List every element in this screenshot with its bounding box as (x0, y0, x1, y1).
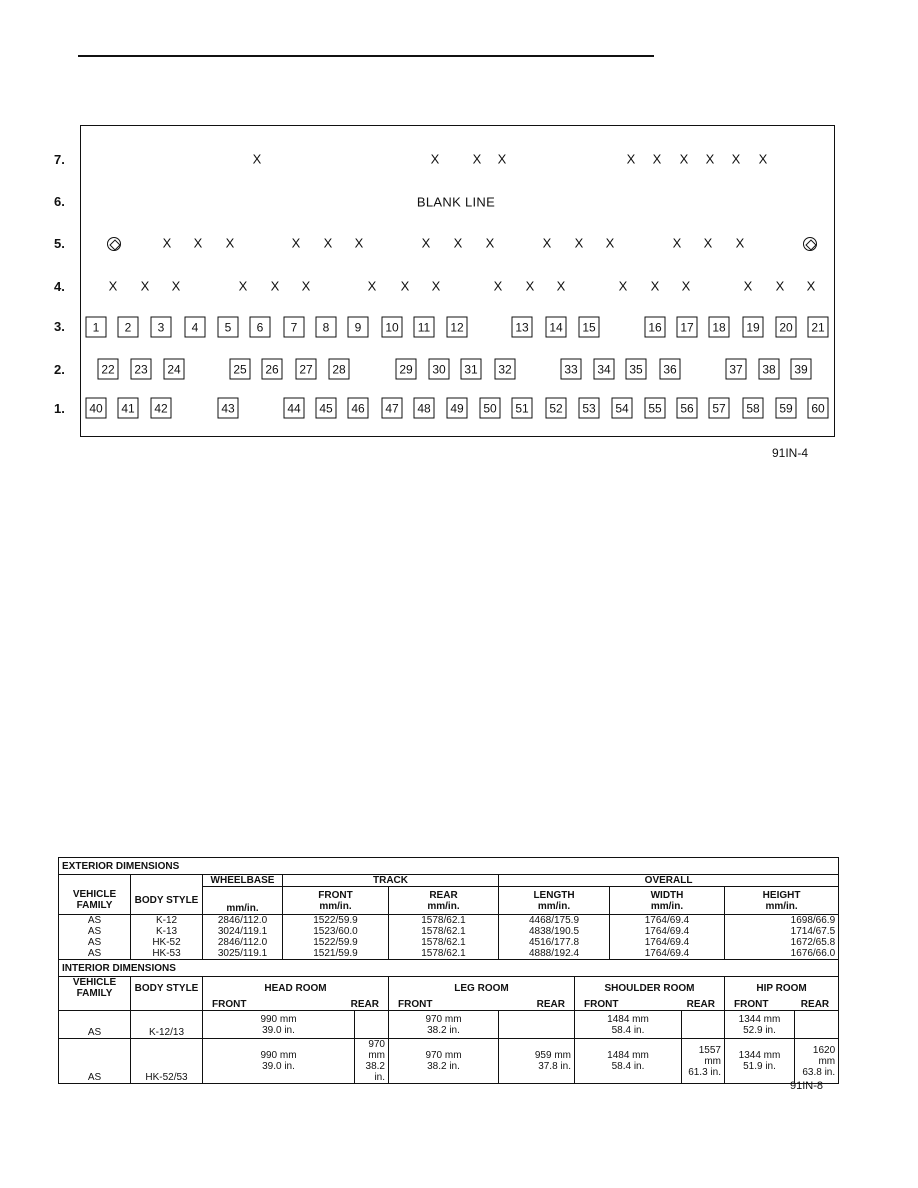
exterior-cell: 1523/60.0 (283, 926, 389, 937)
code-box-57: 57 (709, 398, 730, 419)
row5-mark: X (354, 235, 364, 251)
leg-rear-header: REAR (536, 999, 565, 1010)
table-row (59, 926, 839, 937)
exterior-cell: 2846/112.0 (203, 915, 283, 927)
row5-mark: X (291, 235, 301, 251)
track-rear-unit: mm/in. (427, 900, 460, 912)
code-box-11: 11 (414, 317, 435, 338)
exterior-cell: 1578/62.1 (389, 948, 499, 960)
table-row (59, 948, 839, 960)
interior-hip-rear-cell (795, 1011, 839, 1039)
interior-leg-front-cell: 970 mm 38.2 in. (389, 1011, 499, 1039)
code-box-59: 59 (776, 398, 797, 419)
interior-hip-rear-cell: 1620 mm 63.8 in. (795, 1039, 839, 1084)
row4-mark: X (108, 278, 118, 294)
row4-mark: X (806, 278, 816, 294)
code-box-50: 50 (480, 398, 501, 419)
code-box-39: 39 (791, 359, 812, 380)
exterior-cell: 4888/192.4 (499, 948, 610, 960)
code-box-26: 26 (262, 359, 283, 380)
code-box-36: 36 (660, 359, 681, 380)
track-rear-header: REAR (429, 889, 458, 901)
exterior-cell: 1698/66.9 (725, 915, 839, 927)
row5-mark: X (542, 235, 552, 251)
interior-shoulder-rear-cell (682, 1011, 725, 1039)
code-box-47: 47 (382, 398, 403, 419)
exterior-cell: 1578/62.1 (389, 926, 499, 937)
interior-hip-front-cell: 1344 mm 51.9 in. (725, 1039, 795, 1084)
head-rear-header: REAR (350, 999, 379, 1010)
length-header: LENGTH (533, 889, 575, 901)
row4-mark: X (367, 278, 377, 294)
code-box-37: 37 (726, 359, 747, 380)
head-front-header: FRONT (212, 999, 247, 1010)
exterior-cell: 1521/59.9 (283, 948, 389, 960)
row5-mark: X (703, 235, 713, 251)
row7-mark: X (679, 151, 689, 167)
row4-mark: X (431, 278, 441, 294)
row-label-3: 3. (54, 319, 65, 334)
track-front-header: FRONT (318, 889, 353, 901)
exterior-cell: 1714/67.5 (725, 926, 839, 937)
row4-mark: X (238, 278, 248, 294)
width-unit: mm/in. (650, 900, 684, 912)
exterior-cell: 1764/69.4 (610, 937, 725, 948)
exterior-cell: AS (59, 915, 131, 927)
shoulder-room-header: SHOULDER ROOM (604, 982, 695, 994)
interior-section-title: INTERIOR DIMENSIONS (59, 960, 839, 977)
row7-mark: X (497, 151, 507, 167)
body-style-header: BODY STYLE (131, 887, 203, 915)
row4-mark: X (681, 278, 691, 294)
row5-mark: X (162, 235, 172, 251)
mounting-hole-right-icon (803, 237, 817, 251)
row5-mark: X (225, 235, 235, 251)
track-front-unit: mm/in. (319, 900, 352, 912)
code-box-13: 13 (512, 317, 533, 338)
top-rule (78, 55, 654, 57)
row7-mark: X (652, 151, 662, 167)
row-label-7: 7. (54, 152, 65, 167)
wheelbase-unit: mm/in. (203, 887, 283, 915)
row5-mark: X (485, 235, 495, 251)
code-box-45: 45 (316, 398, 337, 419)
head-room-header: HEAD ROOM (264, 982, 327, 994)
interior-shoulder-rear-cell: 1557 mm 61.3 in. (682, 1039, 725, 1084)
exterior-cell: 2846/112.0 (203, 937, 283, 948)
exterior-cell: AS (59, 937, 131, 948)
code-box-2: 2 (118, 317, 139, 338)
shoulder-rear-header: REAR (686, 999, 715, 1010)
row5-mark: X (735, 235, 745, 251)
code-box-12: 12 (447, 317, 468, 338)
row7-mark: X (626, 151, 636, 167)
overall-header: OVERALL (499, 875, 839, 887)
row-label-6: 6. (54, 194, 65, 209)
exterior-cell: K-13 (131, 926, 203, 937)
code-box-23: 23 (131, 359, 152, 380)
vehicle-family-header: VEHICLE FAMILY (59, 887, 131, 915)
table-row (59, 915, 839, 927)
interior-head-front-cell: 990 mm 39.0 in. (203, 1039, 355, 1084)
interior-body-style-header: BODY STYLE (131, 977, 203, 1000)
hip-room-header: HIP ROOM (756, 982, 807, 994)
row7-mark: X (252, 151, 262, 167)
code-box-7: 7 (284, 317, 305, 338)
code-box-32: 32 (495, 359, 516, 380)
interior-hip-front-cell: 1344 mm 52.9 in. (725, 1011, 795, 1039)
code-box-16: 16 (645, 317, 666, 338)
row7-mark: X (472, 151, 482, 167)
exterior-cell: 1676/66.0 (725, 948, 839, 960)
interior-family-cell: AS (59, 1011, 131, 1039)
code-box-48: 48 (414, 398, 435, 419)
code-box-54: 54 (612, 398, 633, 419)
exterior-cell: 1522/59.9 (283, 937, 389, 948)
code-box-56: 56 (677, 398, 698, 419)
height-header: HEIGHT (762, 889, 801, 901)
code-box-55: 55 (645, 398, 666, 419)
exterior-cell: 1578/62.1 (389, 915, 499, 927)
row4-mark: X (775, 278, 785, 294)
row7-mark: X (705, 151, 715, 167)
row4-mark: X (618, 278, 628, 294)
code-box-42: 42 (151, 398, 172, 419)
exterior-cell: HK-52 (131, 937, 203, 948)
blank-line-label: BLANK LINE (416, 194, 496, 210)
interior-head-rear-cell: 970 mm 38.2 in. (355, 1039, 389, 1084)
exterior-cell: 1764/69.4 (610, 915, 725, 927)
code-box-30: 30 (429, 359, 450, 380)
code-box-38: 38 (759, 359, 780, 380)
code-box-9: 9 (348, 317, 369, 338)
row4-mark: X (743, 278, 753, 294)
row4-mark: X (493, 278, 503, 294)
table-row (59, 1039, 839, 1084)
exterior-cell: 1522/59.9 (283, 915, 389, 927)
code-box-15: 15 (579, 317, 600, 338)
exterior-cell: 3024/119.1 (203, 926, 283, 937)
code-box-43: 43 (218, 398, 239, 419)
code-box-35: 35 (626, 359, 647, 380)
exterior-cell: 1764/69.4 (610, 926, 725, 937)
code-box-14: 14 (546, 317, 567, 338)
row-label-4: 4. (54, 279, 65, 294)
row5-mark: X (323, 235, 333, 251)
code-box-44: 44 (284, 398, 305, 419)
row4-mark: X (556, 278, 566, 294)
leg-room-header: LEG ROOM (454, 982, 509, 994)
exterior-cell: 4468/175.9 (499, 915, 610, 927)
width-header: WIDTH (650, 889, 684, 901)
table-row (59, 1011, 839, 1039)
interior-leg-front-cell: 970 mm 38.2 in. (389, 1039, 499, 1084)
exterior-cell: 1764/69.4 (610, 948, 725, 960)
length-unit: mm/in. (537, 900, 571, 912)
exterior-section-title: EXTERIOR DIMENSIONS (59, 858, 839, 875)
exterior-cell: K-12 (131, 915, 203, 927)
row4-mark: X (270, 278, 280, 294)
interior-family-cell: AS (59, 1039, 131, 1084)
row5-mark: X (605, 235, 615, 251)
code-box-1: 1 (86, 317, 107, 338)
code-box-51: 51 (512, 398, 533, 419)
code-box-58: 58 (743, 398, 764, 419)
interior-style-cell: K-12/13 (131, 1011, 203, 1039)
dimensions-table (58, 857, 839, 1084)
mounting-hole-left-icon (107, 237, 121, 251)
interior-leg-rear-cell (499, 1011, 575, 1039)
interior-style-cell: HK-52/53 (131, 1039, 203, 1084)
exterior-cell: AS (59, 948, 131, 960)
hip-front-header: FRONT (734, 999, 769, 1010)
code-box-24: 24 (164, 359, 185, 380)
row5-mark: X (672, 235, 682, 251)
exterior-cell: 4516/177.8 (499, 937, 610, 948)
exterior-cell: 1578/62.1 (389, 937, 499, 948)
leg-front-header: FRONT (398, 999, 433, 1010)
code-box-17: 17 (677, 317, 698, 338)
height-unit: mm/in. (765, 900, 798, 912)
row7-mark: X (430, 151, 440, 167)
code-box-10: 10 (382, 317, 403, 338)
row-label-1: 1. (54, 401, 65, 416)
code-box-60: 60 (808, 398, 829, 419)
code-box-22: 22 (98, 359, 119, 380)
code-box-28: 28 (329, 359, 350, 380)
code-box-31: 31 (461, 359, 482, 380)
shoulder-front-header: FRONT (584, 999, 619, 1010)
hip-rear-header: REAR (800, 999, 830, 1010)
code-location-figure (80, 125, 835, 437)
row-label-2: 2. (54, 362, 65, 377)
row4-mark: X (400, 278, 410, 294)
row4-mark: X (140, 278, 150, 294)
exterior-cell: 3025/119.1 (203, 948, 283, 960)
code-box-52: 52 (546, 398, 567, 419)
code-box-53: 53 (579, 398, 600, 419)
code-box-49: 49 (447, 398, 468, 419)
exterior-rows (59, 915, 839, 960)
code-box-21: 21 (808, 317, 829, 338)
code-box-34: 34 (594, 359, 615, 380)
code-box-8: 8 (316, 317, 337, 338)
code-box-19: 19 (743, 317, 764, 338)
row5-mark: X (193, 235, 203, 251)
interior-leg-rear-cell: 959 mm 37.8 in. (499, 1039, 575, 1084)
track-header: TRACK (283, 875, 499, 887)
interior-vehicle-family-header: VEHICLE FAMILY (59, 977, 131, 1000)
code-box-27: 27 (296, 359, 317, 380)
row5-mark: X (574, 235, 584, 251)
code-box-3: 3 (151, 317, 172, 338)
row7-mark: X (758, 151, 768, 167)
code-box-18: 18 (709, 317, 730, 338)
code-box-33: 33 (561, 359, 582, 380)
row5-mark: X (453, 235, 463, 251)
exterior-cell: AS (59, 926, 131, 937)
exterior-cell: 1672/65.8 (725, 937, 839, 948)
interior-head-rear-cell (355, 1011, 389, 1039)
row5-mark: X (421, 235, 431, 251)
exterior-cell: 4838/190.5 (499, 926, 610, 937)
row4-mark: X (301, 278, 311, 294)
exterior-cell: HK-53 (131, 948, 203, 960)
code-box-5: 5 (218, 317, 239, 338)
row4-mark: X (171, 278, 181, 294)
code-box-6: 6 (250, 317, 271, 338)
wheelbase-header: WHEELBASE (203, 875, 283, 887)
code-box-25: 25 (230, 359, 251, 380)
table-figure-id: 91IN-8 (790, 1080, 824, 1092)
interior-shoulder-front-cell: 1484 mm 58.4 in. (575, 1039, 682, 1084)
code-box-40: 40 (86, 398, 107, 419)
code-box-41: 41 (118, 398, 139, 419)
figure-id: 91IN-4 (772, 446, 809, 460)
row4-mark: X (650, 278, 660, 294)
interior-shoulder-front-cell: 1484 mm 58.4 in. (575, 1011, 682, 1039)
row7-mark: X (731, 151, 741, 167)
code-box-46: 46 (348, 398, 369, 419)
code-box-4: 4 (185, 317, 206, 338)
interior-head-front-cell: 990 mm 39.0 in. (203, 1011, 355, 1039)
table-row (59, 937, 839, 948)
code-box-29: 29 (396, 359, 417, 380)
row4-mark: X (525, 278, 535, 294)
row-label-5: 5. (54, 236, 65, 251)
code-box-20: 20 (776, 317, 797, 338)
interior-rows (59, 1011, 839, 1084)
